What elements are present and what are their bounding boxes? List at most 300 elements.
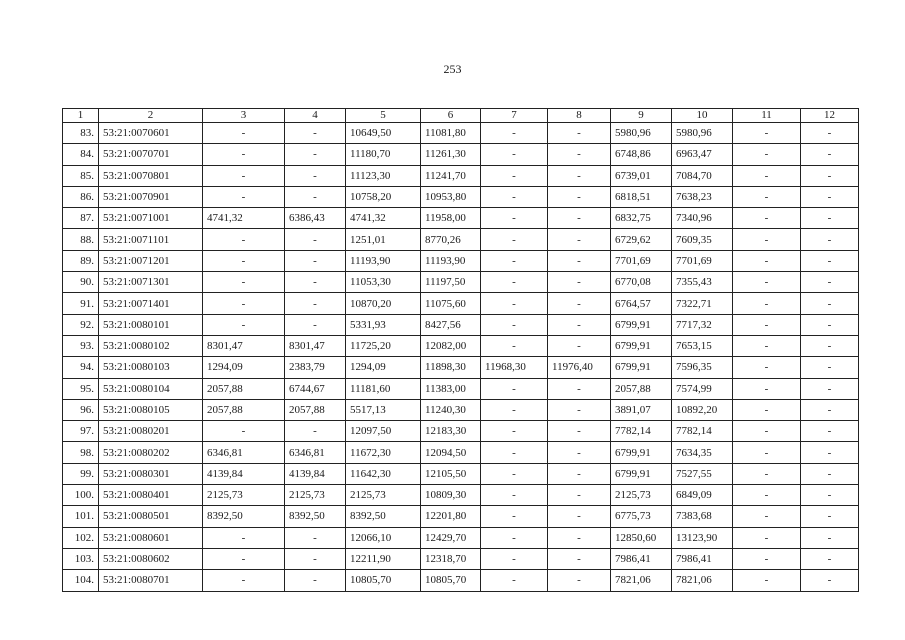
value-cell: - (203, 421, 285, 442)
value-cell: 6799,91 (611, 314, 672, 335)
value-cell: - (481, 293, 548, 314)
row-number-cell: 97. (63, 421, 99, 442)
value-cell: - (548, 485, 611, 506)
value-cell: - (203, 250, 285, 271)
value-cell: 7527,55 (672, 463, 733, 484)
cadastral-number-cell: 53:21:0071201 (99, 250, 203, 271)
value-cell: - (481, 399, 548, 420)
value-cell: - (481, 272, 548, 293)
value-cell: - (481, 442, 548, 463)
value-cell: - (801, 272, 859, 293)
value-cell: - (203, 123, 285, 144)
value-cell: - (481, 144, 548, 165)
value-cell: - (733, 485, 801, 506)
value-cell: 11898,30 (421, 357, 481, 378)
value-cell: - (801, 335, 859, 356)
value-cell: 7383,68 (672, 506, 733, 527)
value-cell: - (733, 421, 801, 442)
value-cell: - (203, 548, 285, 569)
column-header: 3 (203, 109, 285, 123)
cadastral-number-cell: 53:21:0080102 (99, 335, 203, 356)
value-cell: - (548, 293, 611, 314)
value-cell: 12094,50 (421, 442, 481, 463)
value-cell: 11976,40 (548, 357, 611, 378)
value-cell: 1294,09 (203, 357, 285, 378)
value-cell: 6744,67 (285, 378, 346, 399)
value-cell: 10953,80 (421, 186, 481, 207)
value-cell: 11181,60 (346, 378, 421, 399)
value-cell: - (548, 506, 611, 527)
value-cell: - (733, 378, 801, 399)
value-cell: 7609,35 (672, 229, 733, 250)
value-cell: - (548, 186, 611, 207)
value-cell: 8301,47 (285, 335, 346, 356)
value-cell: 13123,90 (672, 527, 733, 548)
value-cell: 4741,32 (203, 208, 285, 229)
value-cell: - (733, 165, 801, 186)
value-cell: 11075,60 (421, 293, 481, 314)
column-header: 5 (346, 109, 421, 123)
cadastral-number-cell: 53:21:0080101 (99, 314, 203, 335)
value-cell: - (733, 123, 801, 144)
value-cell: - (548, 421, 611, 442)
value-cell: - (733, 314, 801, 335)
cadastral-number-cell: 53:21:0070601 (99, 123, 203, 144)
value-cell: 6832,75 (611, 208, 672, 229)
cadastral-number-cell: 53:21:0080104 (99, 378, 203, 399)
value-cell: 2057,88 (611, 378, 672, 399)
value-cell: 7596,35 (672, 357, 733, 378)
value-cell: 11261,30 (421, 144, 481, 165)
value-cell: - (203, 293, 285, 314)
value-cell: 10805,70 (421, 570, 481, 591)
value-cell: 6346,81 (203, 442, 285, 463)
value-cell: - (548, 123, 611, 144)
value-cell: 7574,99 (672, 378, 733, 399)
cadastral-number-cell: 53:21:0080501 (99, 506, 203, 527)
value-cell: 10870,20 (346, 293, 421, 314)
value-cell: 11053,30 (346, 272, 421, 293)
table-row (63, 485, 859, 506)
value-cell: 11123,30 (346, 165, 421, 186)
value-cell: - (801, 548, 859, 569)
value-cell: - (481, 250, 548, 271)
value-cell: 3891,07 (611, 399, 672, 420)
value-cell: - (548, 208, 611, 229)
value-cell: 10649,50 (346, 123, 421, 144)
value-cell: - (481, 165, 548, 186)
table-row (63, 123, 859, 144)
value-cell: 7084,70 (672, 165, 733, 186)
value-cell: 11197,50 (421, 272, 481, 293)
value-cell: - (801, 421, 859, 442)
value-cell: 8392,50 (203, 506, 285, 527)
value-cell: 11081,80 (421, 123, 481, 144)
value-cell: 10809,30 (421, 485, 481, 506)
row-number-cell: 92. (63, 314, 99, 335)
value-cell: 6764,57 (611, 293, 672, 314)
value-cell: 7340,96 (672, 208, 733, 229)
value-cell: 6818,51 (611, 186, 672, 207)
table-row (63, 421, 859, 442)
value-cell: - (548, 335, 611, 356)
column-header: 8 (548, 109, 611, 123)
table-header-row (63, 109, 859, 123)
value-cell: - (548, 463, 611, 484)
value-cell: - (548, 250, 611, 271)
value-cell: - (481, 548, 548, 569)
value-cell: - (733, 272, 801, 293)
value-cell: 6799,91 (611, 463, 672, 484)
column-header: 11 (733, 109, 801, 123)
value-cell: - (733, 527, 801, 548)
value-cell: 12183,30 (421, 421, 481, 442)
value-cell: 10892,20 (672, 399, 733, 420)
value-cell: 1251,01 (346, 229, 421, 250)
cadastral-number-cell: 53:21:0080602 (99, 548, 203, 569)
value-cell: - (801, 442, 859, 463)
value-cell: - (481, 335, 548, 356)
value-cell: 12105,50 (421, 463, 481, 484)
value-cell: - (481, 314, 548, 335)
cadastral-number-cell: 53:21:0070901 (99, 186, 203, 207)
value-cell: - (548, 144, 611, 165)
row-number-cell: 99. (63, 463, 99, 484)
value-cell: - (733, 570, 801, 591)
value-cell: - (285, 123, 346, 144)
value-cell: - (285, 250, 346, 271)
value-cell: - (801, 463, 859, 484)
value-cell: - (203, 186, 285, 207)
value-cell: 2125,73 (346, 485, 421, 506)
value-cell: 2057,88 (203, 399, 285, 420)
value-cell: - (733, 144, 801, 165)
cadastral-number-cell: 53:21:0071001 (99, 208, 203, 229)
value-cell: - (801, 378, 859, 399)
value-cell: - (801, 399, 859, 420)
value-cell: 2125,73 (611, 485, 672, 506)
value-cell: 6748,86 (611, 144, 672, 165)
value-cell: - (548, 165, 611, 186)
table-row (63, 272, 859, 293)
value-cell: 11968,30 (481, 357, 548, 378)
value-cell: 11725,20 (346, 335, 421, 356)
value-cell: 5980,96 (611, 123, 672, 144)
value-cell: 12850,60 (611, 527, 672, 548)
value-cell: 12201,80 (421, 506, 481, 527)
value-cell: 12429,70 (421, 527, 481, 548)
column-header: 9 (611, 109, 672, 123)
value-cell: 6775,73 (611, 506, 672, 527)
row-number-cell: 104. (63, 570, 99, 591)
row-number-cell: 84. (63, 144, 99, 165)
value-cell: 6963,47 (672, 144, 733, 165)
value-cell: 6770,08 (611, 272, 672, 293)
table-row (63, 314, 859, 335)
value-cell: - (481, 485, 548, 506)
value-cell: 12082,00 (421, 335, 481, 356)
value-cell: - (801, 165, 859, 186)
value-cell: - (733, 293, 801, 314)
row-number-cell: 98. (63, 442, 99, 463)
value-cell: 6346,81 (285, 442, 346, 463)
table-row (63, 357, 859, 378)
value-cell: 4139,84 (203, 463, 285, 484)
table-row (63, 165, 859, 186)
value-cell: - (801, 357, 859, 378)
value-cell: 7701,69 (611, 250, 672, 271)
column-header: 6 (421, 109, 481, 123)
value-cell: 7782,14 (611, 421, 672, 442)
row-number-cell: 88. (63, 229, 99, 250)
value-cell: 8770,26 (421, 229, 481, 250)
row-number-cell: 87. (63, 208, 99, 229)
row-number-cell: 91. (63, 293, 99, 314)
value-cell: 8392,50 (285, 506, 346, 527)
column-header: 1 (63, 109, 99, 123)
row-number-cell: 103. (63, 548, 99, 569)
table-body (63, 123, 859, 592)
value-cell: - (801, 527, 859, 548)
table-row (63, 378, 859, 399)
value-cell: - (285, 527, 346, 548)
value-cell: 12318,70 (421, 548, 481, 569)
value-cell: 7821,06 (611, 570, 672, 591)
value-cell: 8427,56 (421, 314, 481, 335)
row-number-cell: 102. (63, 527, 99, 548)
cadastral-number-cell: 53:21:0070701 (99, 144, 203, 165)
value-cell: 7634,35 (672, 442, 733, 463)
value-cell: 7638,23 (672, 186, 733, 207)
value-cell: 11672,30 (346, 442, 421, 463)
cadastral-number-cell: 53:21:0080701 (99, 570, 203, 591)
value-cell: - (733, 399, 801, 420)
value-cell: 5517,13 (346, 399, 421, 420)
column-header: 2 (99, 109, 203, 123)
table-row (63, 186, 859, 207)
value-cell: 8301,47 (203, 335, 285, 356)
value-cell: - (548, 527, 611, 548)
value-cell: 7986,41 (611, 548, 672, 569)
value-cell: 6799,91 (611, 335, 672, 356)
value-cell: 11642,30 (346, 463, 421, 484)
value-cell: 6386,43 (285, 208, 346, 229)
value-cell: 7355,43 (672, 272, 733, 293)
value-cell: 10805,70 (346, 570, 421, 591)
table-row (63, 463, 859, 484)
value-cell: - (801, 506, 859, 527)
value-cell: - (481, 186, 548, 207)
value-cell: - (733, 250, 801, 271)
data-table (62, 108, 859, 592)
value-cell: 5980,96 (672, 123, 733, 144)
table-row (63, 144, 859, 165)
value-cell: 11240,30 (421, 399, 481, 420)
value-cell: - (801, 250, 859, 271)
value-cell: - (548, 570, 611, 591)
row-number-cell: 83. (63, 123, 99, 144)
value-cell: 6849,09 (672, 485, 733, 506)
value-cell: 2057,88 (285, 399, 346, 420)
value-cell: - (801, 485, 859, 506)
table-row (63, 208, 859, 229)
table-row (63, 399, 859, 420)
value-cell: - (548, 399, 611, 420)
value-cell: - (481, 506, 548, 527)
value-cell: 12211,90 (346, 548, 421, 569)
value-cell: - (801, 208, 859, 229)
value-cell: - (801, 123, 859, 144)
table-row (63, 442, 859, 463)
value-cell: - (203, 165, 285, 186)
value-cell: - (548, 272, 611, 293)
value-cell: - (481, 208, 548, 229)
value-cell: - (801, 570, 859, 591)
table-row (63, 229, 859, 250)
value-cell: - (801, 229, 859, 250)
value-cell: 12097,50 (346, 421, 421, 442)
table-row (63, 293, 859, 314)
cadastral-number-cell: 53:21:0080601 (99, 527, 203, 548)
value-cell: - (481, 570, 548, 591)
table-row (63, 548, 859, 569)
row-number-cell: 100. (63, 485, 99, 506)
value-cell: 4741,32 (346, 208, 421, 229)
value-cell: - (801, 314, 859, 335)
value-cell: 11383,00 (421, 378, 481, 399)
value-cell: - (285, 229, 346, 250)
value-cell: - (733, 208, 801, 229)
value-cell: - (733, 186, 801, 207)
value-cell: 6739,01 (611, 165, 672, 186)
value-cell: - (481, 527, 548, 548)
value-cell: - (285, 570, 346, 591)
value-cell: - (203, 229, 285, 250)
row-number-cell: 86. (63, 186, 99, 207)
value-cell: 7986,41 (672, 548, 733, 569)
value-cell: - (285, 548, 346, 569)
value-cell: - (548, 229, 611, 250)
value-cell: - (481, 123, 548, 144)
table-row (63, 506, 859, 527)
value-cell: 7717,32 (672, 314, 733, 335)
cadastral-number-cell: 53:21:0080202 (99, 442, 203, 463)
column-header: 4 (285, 109, 346, 123)
table-row (63, 250, 859, 271)
row-number-cell: 96. (63, 399, 99, 420)
value-cell: - (733, 442, 801, 463)
table-row (63, 527, 859, 548)
value-cell: - (481, 421, 548, 442)
value-cell: 5331,93 (346, 314, 421, 335)
value-cell: 2383,79 (285, 357, 346, 378)
value-cell: - (548, 378, 611, 399)
cadastral-number-cell: 53:21:0071301 (99, 272, 203, 293)
value-cell: 2057,88 (203, 378, 285, 399)
cadastral-number-cell: 53:21:0080201 (99, 421, 203, 442)
row-number-cell: 101. (63, 506, 99, 527)
row-number-cell: 93. (63, 335, 99, 356)
row-number-cell: 94. (63, 357, 99, 378)
table-row (63, 335, 859, 356)
value-cell: 7782,14 (672, 421, 733, 442)
value-cell: - (733, 335, 801, 356)
value-cell: 4139,84 (285, 463, 346, 484)
value-cell: - (733, 229, 801, 250)
cadastral-number-cell: 53:21:0071101 (99, 229, 203, 250)
value-cell: - (733, 548, 801, 569)
value-cell: - (285, 314, 346, 335)
value-cell: - (203, 272, 285, 293)
value-cell: 7821,06 (672, 570, 733, 591)
value-cell: - (481, 229, 548, 250)
value-cell: 1294,09 (346, 357, 421, 378)
value-cell: - (203, 144, 285, 165)
cadastral-number-cell: 53:21:0080401 (99, 485, 203, 506)
value-cell: 7701,69 (672, 250, 733, 271)
value-cell: - (481, 378, 548, 399)
cadastral-number-cell: 53:21:0070801 (99, 165, 203, 186)
value-cell: 2125,73 (203, 485, 285, 506)
cadastral-number-cell: 53:21:0080105 (99, 399, 203, 420)
value-cell: 12066,10 (346, 527, 421, 548)
value-cell: - (203, 527, 285, 548)
value-cell: - (801, 144, 859, 165)
value-cell: - (285, 165, 346, 186)
table-row (63, 570, 859, 591)
value-cell: - (548, 442, 611, 463)
value-cell: - (481, 463, 548, 484)
value-cell: - (733, 357, 801, 378)
value-cell: - (548, 548, 611, 569)
value-cell: 8392,50 (346, 506, 421, 527)
value-cell: - (285, 421, 346, 442)
value-cell: 11241,70 (421, 165, 481, 186)
row-number-cell: 90. (63, 272, 99, 293)
value-cell: 6799,91 (611, 442, 672, 463)
cadastral-number-cell: 53:21:0080103 (99, 357, 203, 378)
value-cell: - (801, 186, 859, 207)
row-number-cell: 95. (63, 378, 99, 399)
value-cell: - (203, 314, 285, 335)
value-cell: - (548, 314, 611, 335)
column-header: 7 (481, 109, 548, 123)
value-cell: - (285, 186, 346, 207)
cadastral-number-cell: 53:21:0080301 (99, 463, 203, 484)
value-cell: 11193,90 (421, 250, 481, 271)
value-cell: 2125,73 (285, 485, 346, 506)
value-cell: 11958,00 (421, 208, 481, 229)
page-number: 253 (443, 62, 462, 76)
value-cell: 7322,71 (672, 293, 733, 314)
value-cell: - (285, 144, 346, 165)
value-cell: - (801, 293, 859, 314)
value-cell: 11180,70 (346, 144, 421, 165)
value-cell: - (733, 463, 801, 484)
row-number-cell: 85. (63, 165, 99, 186)
column-header: 10 (672, 109, 733, 123)
value-cell: - (733, 506, 801, 527)
value-cell: 11193,90 (346, 250, 421, 271)
value-cell: 6729,62 (611, 229, 672, 250)
value-cell: - (285, 272, 346, 293)
value-cell: - (285, 293, 346, 314)
value-cell: 7653,15 (672, 335, 733, 356)
row-number-cell: 89. (63, 250, 99, 271)
value-cell: - (203, 570, 285, 591)
value-cell: 10758,20 (346, 186, 421, 207)
cadastral-number-cell: 53:21:0071401 (99, 293, 203, 314)
